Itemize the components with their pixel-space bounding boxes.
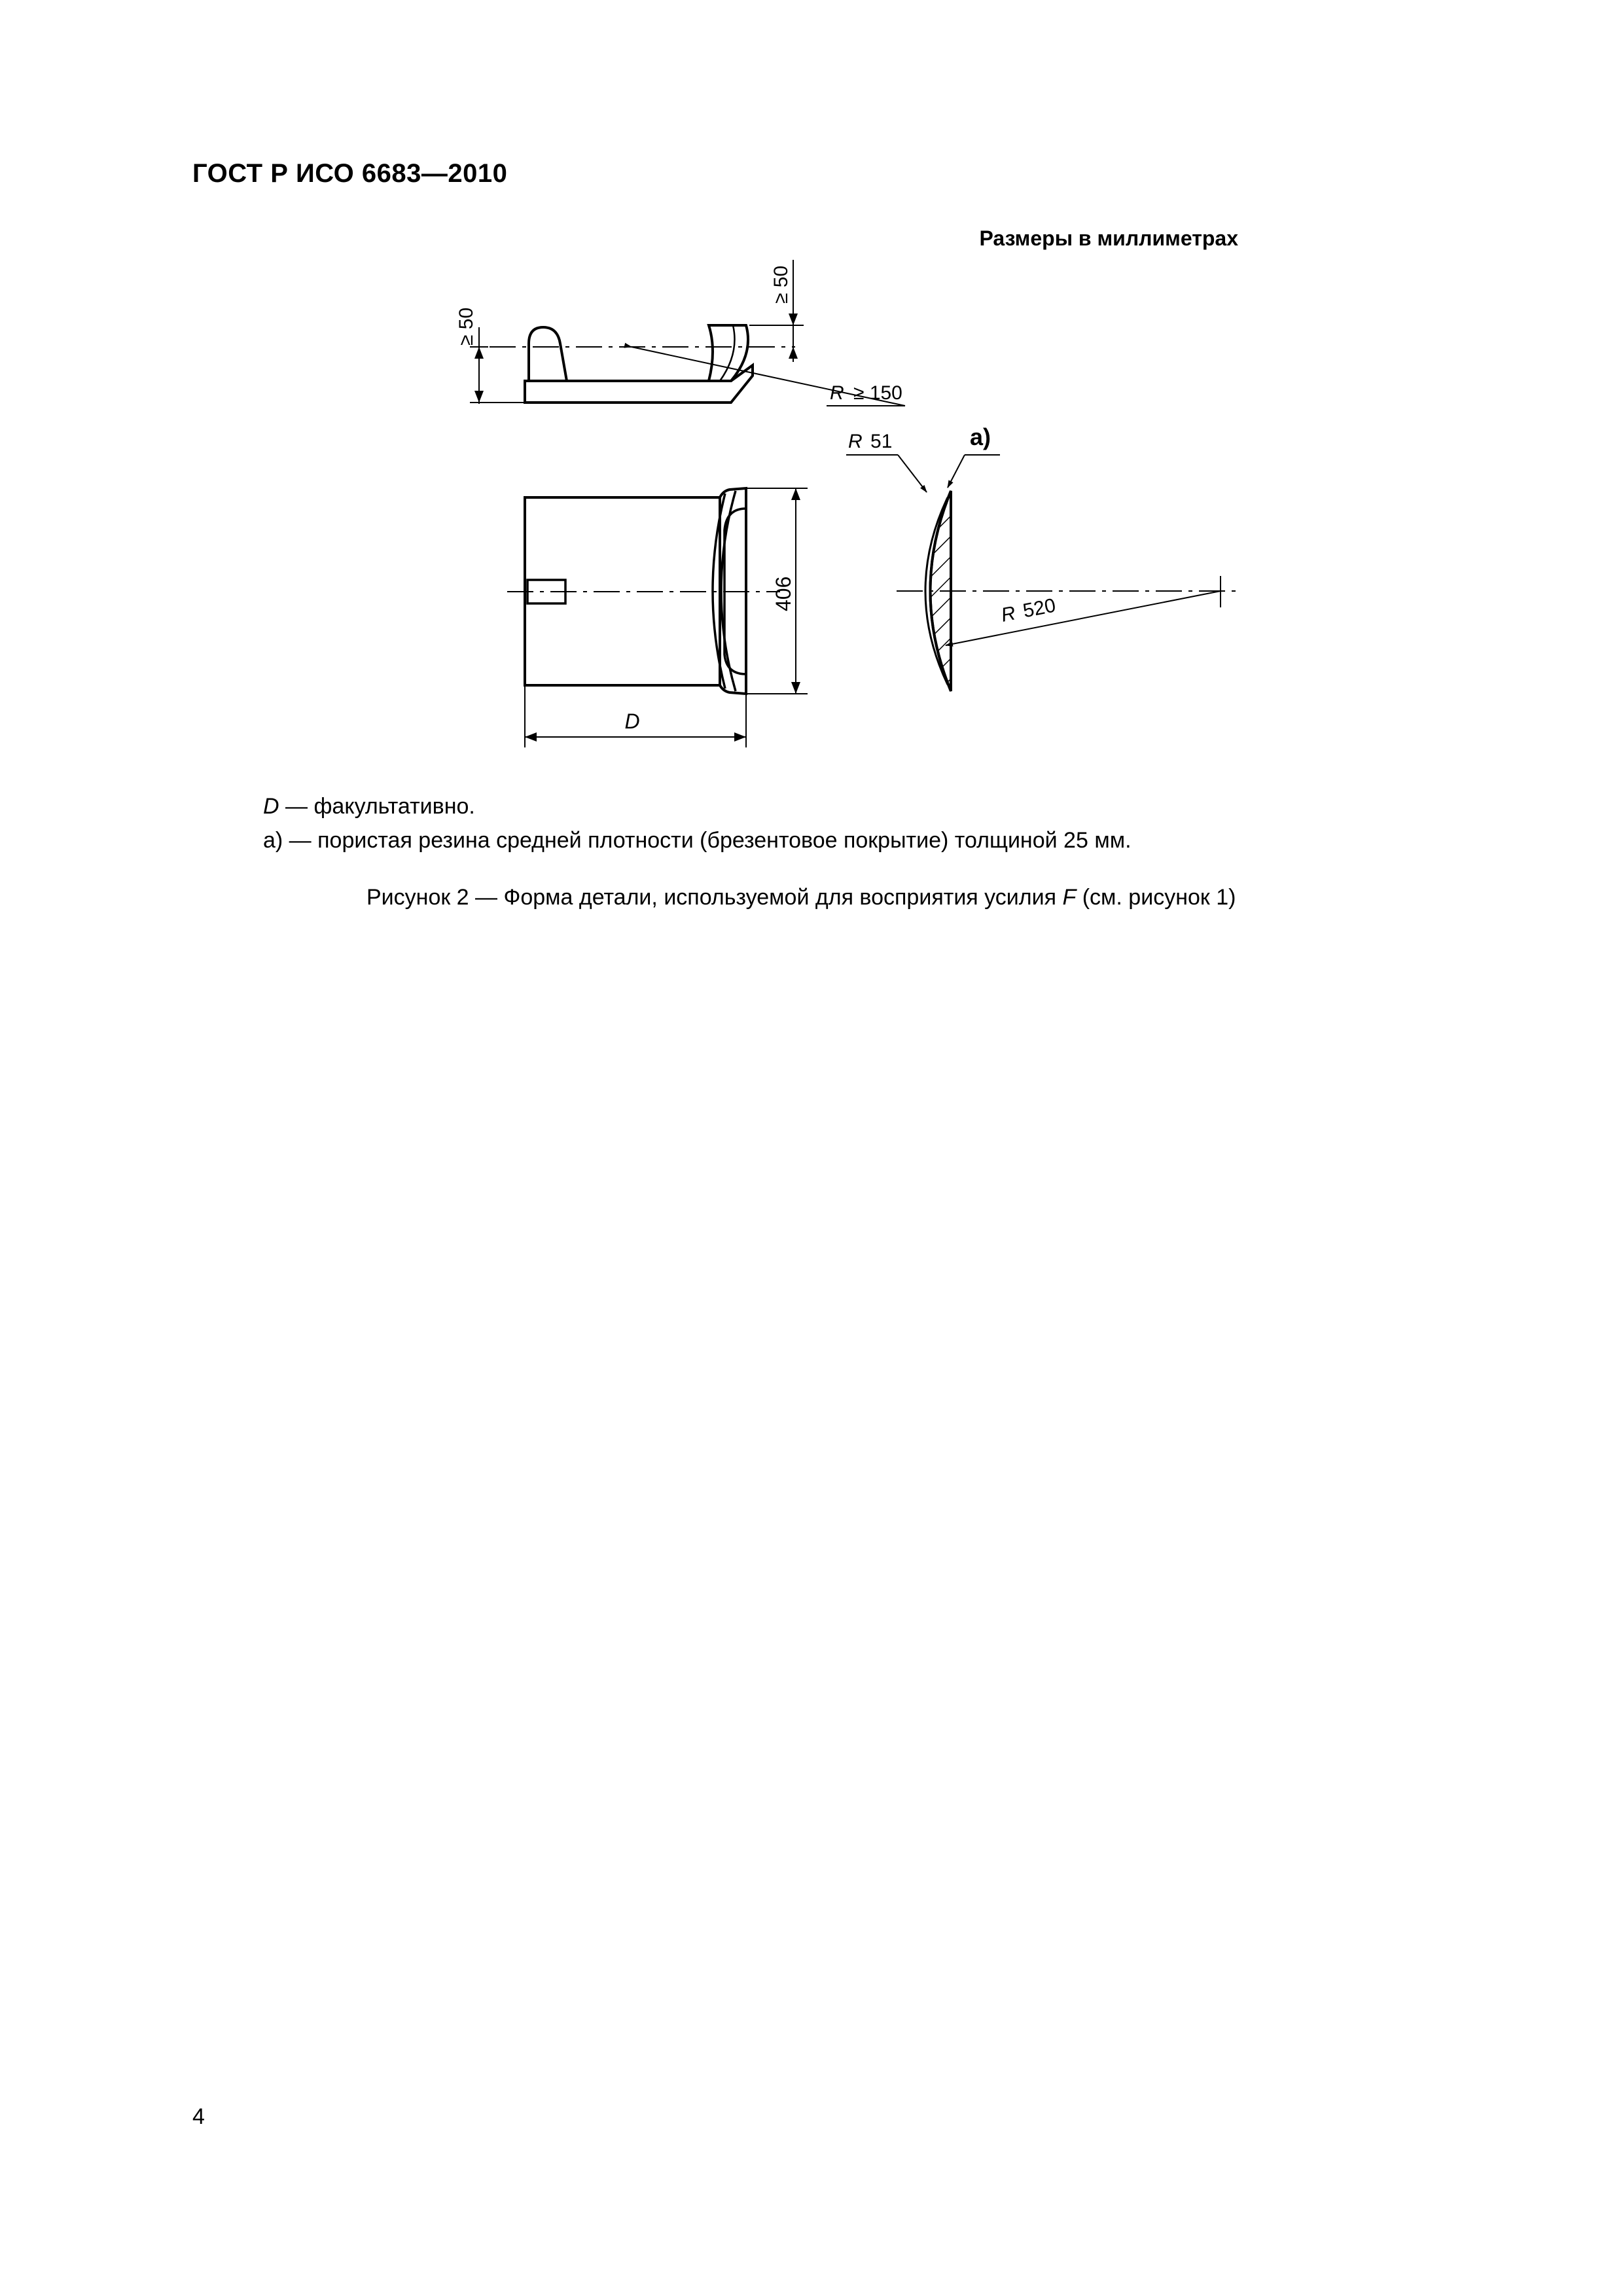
radius-main-prefix: R [830, 382, 844, 404]
dim-top-left-label: ≥ 50 [455, 307, 477, 346]
radius-small-prefix: R [848, 431, 863, 452]
note-d-text: — факультативно. [279, 794, 475, 819]
page-number: 4 [192, 2104, 205, 2129]
radius-small-label [848, 431, 892, 452]
radius-main-label [830, 382, 902, 404]
plan-view [507, 488, 808, 747]
caption-suffix: (см. рисунок 1) [1076, 885, 1236, 910]
radius-large-value: 520 [1021, 594, 1058, 622]
figure-caption [366, 885, 1236, 910]
dim-top-right-label: ≥ 50 [770, 265, 792, 304]
units-note: Размеры в миллиметрах [979, 226, 1238, 250]
document-header: ГОСТ Р ИСО 6683—2010 [192, 159, 508, 188]
callout-a: а) [970, 423, 991, 450]
section-view [846, 455, 1239, 691]
radius-small-value: 51 [870, 431, 893, 452]
figure-notes [263, 789, 1132, 857]
radius-large-prefix: R [999, 602, 1018, 626]
note-a: а) — пористая резина средней плотности (брезентовое покрытие) толщиной 25 мм. [263, 828, 1132, 853]
radius-large-label [999, 594, 1058, 626]
height-label: 406 [772, 576, 795, 611]
note-d-symbol: D [263, 794, 279, 819]
caption-prefix: Рисунок 2 — Форма детали, используемой для восприятия усилия [366, 885, 1063, 910]
technical-drawing [0, 0, 1623, 785]
radius-main-value: ≥ 150 [853, 382, 902, 404]
note-d [263, 789, 1132, 823]
caption-symbol: F [1062, 885, 1077, 910]
width-label: D [624, 709, 640, 733]
